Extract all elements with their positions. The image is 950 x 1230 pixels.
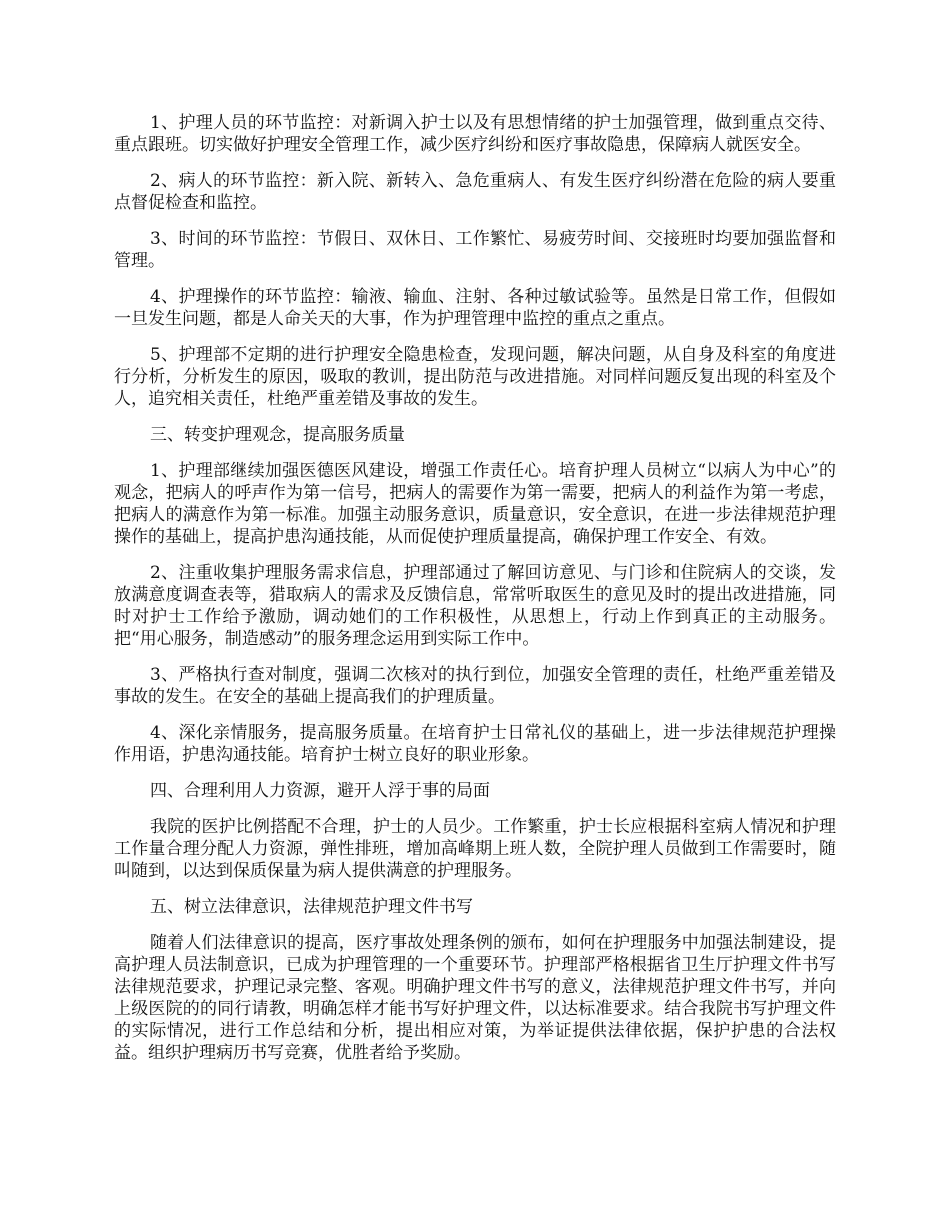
- paragraph-time-monitoring: 3、时间的环节监控：节假日、双休日、工作繁忙、易疲劳时间、交接班时均要加强监督和管理。: [114, 229, 836, 271]
- paragraph-feedback-collection: 2、注重收集护理服务需求信息，护理部通过了解回访意见、与门诊和住院病人的交谈，发放满意度调查表等，猎取病人的需求及反馈信息，常常听取医生的意见及时的提出改进措施，同时对护士工作给予激励，调动她们的工作积极性，从思想上，行动上作到真正的主动服务。把“用心服务，制造感动”的服务理念运用到实际工作中。: [114, 563, 836, 649]
- paragraph-ethics-building: 1、护理部继续加强医德医风建设，增强工作责任心。培育护理人员树立“以病人为中心”的观念，把病人的呼声作为第一信号，把病人的需要作为第一需要，把病人的利益作为第一考虑，把病人的满意作为第一标准。加强主动服务意识，质量意识，安全意识，在进一步法律规范护理操作的基础上，提高护患沟通技能，从而促使护理质量提高，确保护理工作安全、有效。: [114, 461, 836, 547]
- paragraph-safety-inspection: 5、护理部不定期的进行护理安全隐患检查，发现问题，解决问题，从自身及科室的角度进行分析，分析发生的原因，吸取的教训，提出防范与改进措施。对同样问题反复出现的科室及个人，追究相关责任，杜绝严重差错及事故的发生。: [114, 345, 836, 409]
- paragraph-operation-monitoring: 4、护理操作的环节监控：输液、输血、注射、各种过敏试验等。虽然是日常工作，但假如一旦发生问题，都是人命关天的大事，作为护理管理中监控的重点之重点。: [114, 287, 836, 329]
- paragraph-patient-monitoring: 2、病人的环节监控：新入院、新转入、急危重病人、有发生医疗纠纷潜在危险的病人要重点督促检查和监控。: [114, 171, 836, 213]
- paragraph-legal-documentation: 随着人们法律意识的提高，医疗事故处理条例的颁布，如何在护理服务中加强法制建设，提高护理人员法制意识，已成为护理管理的一个重要环节。护理部严格根据省卫生厅护理文件书写法律规范要求，护理记录完整、客观。明确护理文件书写的意义，法律规范护理文件书写，并向上级医院的的同行请教，明确怎样才能书写好护理文件，以达标准要求。结合我院书写护理文件的实际情况，进行工作总结和分析，提出相应对策，为举证提供法律依据，保护护患的合法权益。组织护理病历书写竞赛，优胜者给予奖励。: [114, 933, 836, 1063]
- paragraph-staffing: 我院的医护比例搭配不合理，护士的人员少。工作繁重，护士长应根据科室病人情况和护理工作量合理分配人力资源，弹性排班，增加高峰期上班人数，全院护理人员做到工作需要时，随叫随到，以达到保质保量为病人提供满意的护理服务。: [114, 817, 836, 881]
- paragraph-verification-system: 3、严格执行查对制度，强调二次核对的执行到位，加强安全管理的责任，杜绝严重差错及事故的发生。在安全的基础上提高我们的护理质量。: [114, 665, 836, 707]
- section-heading-3: 三、转变护理观念，提高服务质量: [150, 425, 405, 445]
- document-body: [114, 112, 836, 1078]
- paragraph-caring-service: 4、深化亲情服务，提高服务质量。在培育护士日常礼仪的基础上，进一步法律规范护理操作用语，护患沟通技能。培育护士树立良好的职业形象。: [114, 723, 836, 765]
- section-heading-5: 五、树立法律意识，法律规范护理文件书写: [150, 897, 473, 917]
- section-heading-4: 四、合理利用人力资源，避开人浮于事的局面: [150, 781, 490, 801]
- paragraph-nurse-monitoring: 1、护理人员的环节监控：对新调入护士以及有思想情绪的护士加强管理，做到重点交待、重点跟班。切实做好护理安全管理工作，减少医疗纠纷和医疗事故隐患，保障病人就医安全。: [114, 113, 836, 155]
